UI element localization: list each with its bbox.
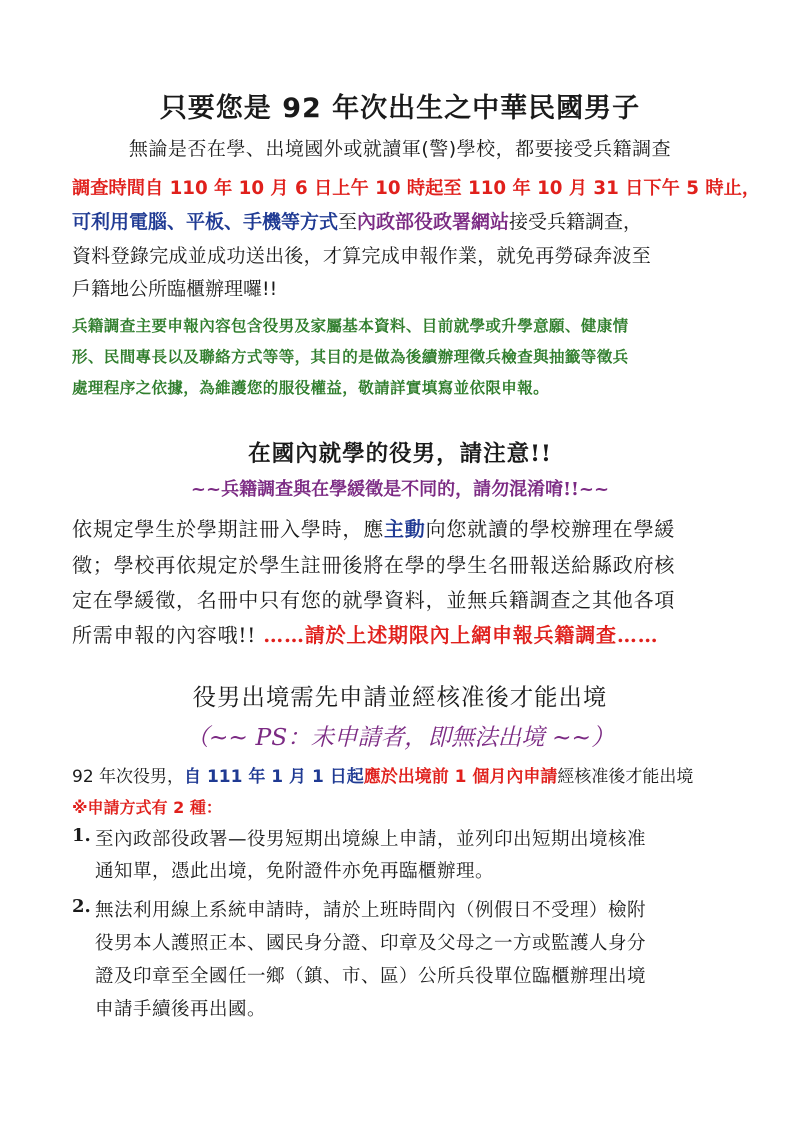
- deferment-line-1: [72, 513, 675, 542]
- method-2-line-3: 證及印章至全國任一鄉（鎮、市、區）公所兵役單位臨櫃辦理出境: [95, 966, 647, 987]
- section1-intro: 無論是否在學、出境國外或就讀軍(警)學校，都要接受兵籍調查: [128, 138, 672, 160]
- survey-period: 調查時間自 110 年 10 月 6 日上午 10 時起至 110 年 10 月 31 日下午 5 時止，: [72, 178, 761, 199]
- completion-line-1: 資料登錄完成並成功送出後，才算完成申報作業，就免再勞碌奔波至: [72, 245, 652, 267]
- exit-rule-date: 自 111 年 1 月 1 日起: [184, 767, 364, 787]
- method-2-line-1: 無法利用線上系統申請時，請於上班時間內（例假日不受理）檢附: [95, 900, 647, 921]
- survey-method: [72, 207, 642, 234]
- method-number-1: 1.: [72, 825, 91, 846]
- method-1-line-1: 至內政部役政署—役男短期出境線上申請，並列印出短期出境核准: [95, 829, 647, 850]
- method-2-line-2: 役男本人護照正本、國民身分證、印章及父母之一方或監護人身分: [95, 933, 647, 954]
- deferment-line-2: 徵；學校再依規定於學生註冊後將在學的學生名冊報送給縣政府核: [72, 553, 676, 577]
- exit-rule-a: 92 年次役男，: [72, 767, 185, 787]
- survey-method-accept: 接受兵籍調查，: [509, 211, 643, 233]
- method-2-line-4: 申請手續後再出國。: [95, 999, 267, 1020]
- section3-subtitle: （~~ PS：未申請者，即無法出境 ~~）: [185, 723, 615, 751]
- deferment-line-4: [72, 619, 658, 648]
- method-number-2: 2.: [72, 896, 91, 917]
- exit-rule-b: 經核准後才能出境: [557, 767, 694, 787]
- deferment-reminder: ……請於上述期限內上網申報兵籍調查……: [263, 623, 659, 647]
- exit-rule: [72, 762, 693, 787]
- survey-content-line-1: 兵籍調查主要申報內容包含役男及家屬基本資料、目前就學或升學意願、健康情: [72, 316, 629, 335]
- survey-method-website: 內政部役政署網站: [357, 211, 510, 233]
- section1-title: 只要您是 92 年次出生之中華民國男子: [159, 93, 641, 124]
- section2-title: 在國內就學的役男，請注意!!: [248, 441, 552, 467]
- section3-title: 役男出境需先申請並經核准後才能出境: [192, 683, 608, 711]
- survey-content-line-3: 處理程序之依據，為維護您的服役權益，敬請詳實填寫並依限申報。: [72, 378, 550, 397]
- deferment-proactive: 主動: [384, 517, 426, 541]
- section2-subtitle: ~~兵籍調查與在學緩徵是不同的，請勿混淆唷!!~~: [190, 479, 610, 500]
- deferment-line-4a: 所需申報的內容哦!!: [72, 623, 264, 647]
- application-methods-label: ※申請方式有 2 種：: [72, 798, 222, 817]
- survey-method-devices: 可利用電腦、平板、手機等方式: [72, 211, 339, 233]
- exit-rule-deadline: 應於出境前 1 個月內申請: [363, 767, 558, 787]
- method-1-line-2: 通知單，憑此出境，免附證件亦免再臨櫃辦理。: [95, 861, 495, 882]
- deferment-line-1b: 向您就讀的學校辦理在學緩: [425, 517, 676, 541]
- survey-method-to: 至: [338, 211, 358, 233]
- survey-content-line-2: 形、民間專長以及聯絡方式等等，其目的是做為後續辦理徵兵檢查與抽籤等徵兵: [72, 347, 629, 366]
- deferment-line-3: 定在學緩徵，名冊中只有您的就學資料，並無兵籍調查之其他各項: [72, 588, 676, 612]
- deferment-line-1a: 依規定學生於學期註冊入學時，應: [72, 517, 384, 541]
- completion-line-2: 戶籍地公所臨櫃辦理囉!!: [72, 278, 278, 300]
